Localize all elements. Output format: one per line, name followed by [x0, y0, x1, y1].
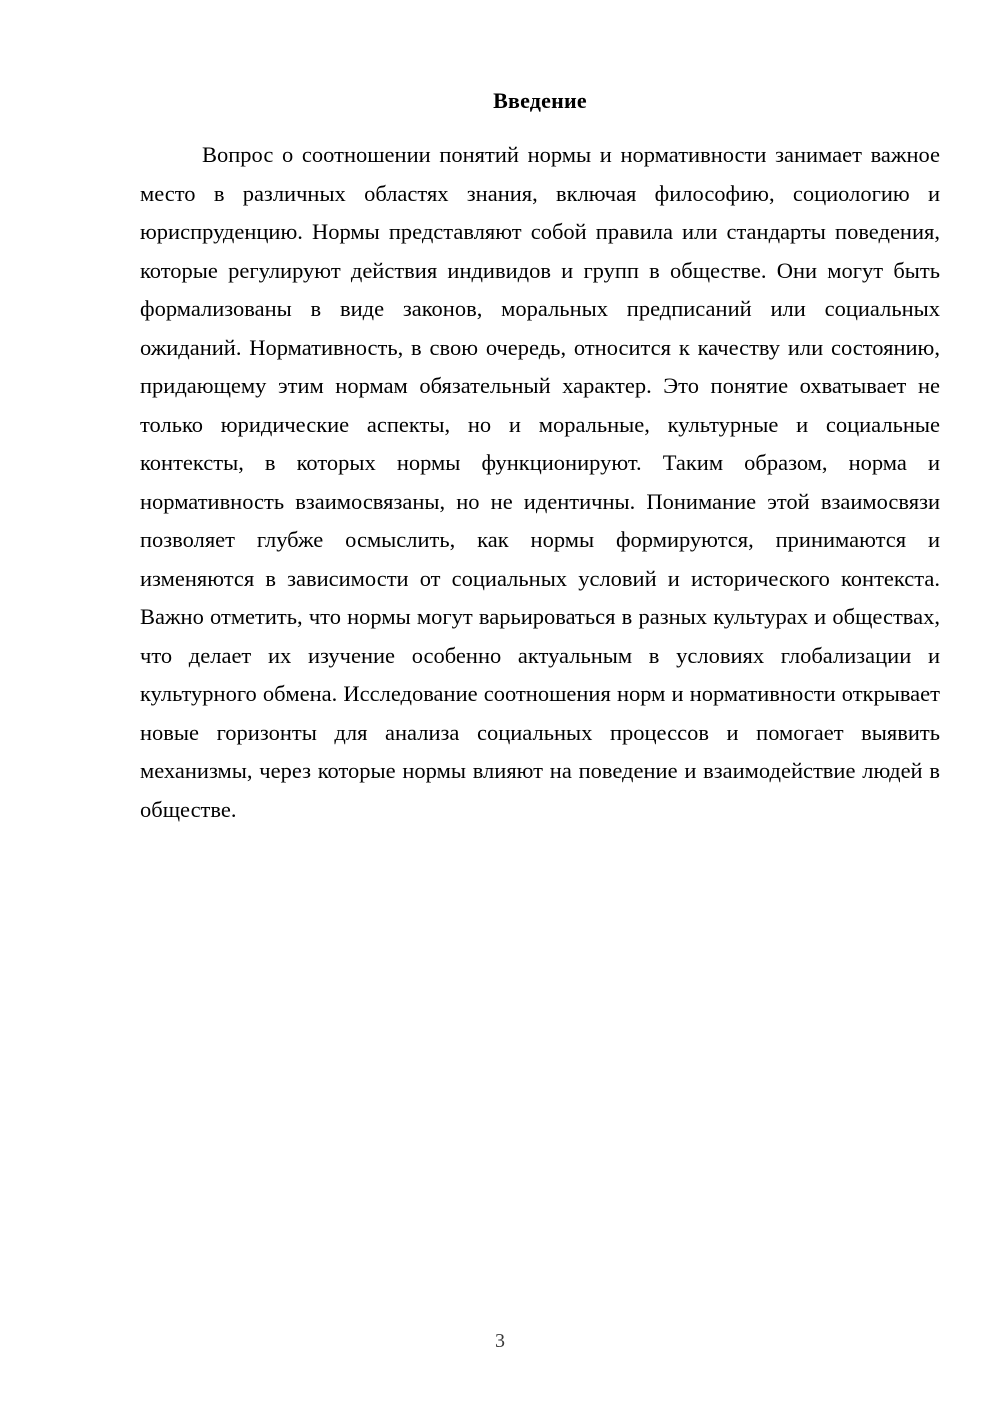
- page-title: Введение: [493, 88, 587, 113]
- document-body: [140, 88, 940, 829]
- introduction-paragraph: Вопрос о соотношении понятий нормы и нормативности занимает важное место в различных областях знания, включая философию, социологию и юриспруденцию. Нормы представляют собой правила или стандарты поведения, которые регулируют действия индивидов и групп в обществе. Они могут быть формализованы в виде законов, моральных предписаний или социальных ожиданий. Нормативность, в свою очередь, относится к качеству или состоянию, придающему этим нормам обязательный характер. Это понятие охватывает не только юридические аспекты, но и моральные, культурные и социальные контексты, в которых нормы функционируют. Таким образом, норма и нормативность взаимосвязаны, но не идентичны. Понимание этой взаимосвязи позволяет глубже осмыслить, как нормы формируются, принимаются и изменяются в зависимости от социальных условий и исторического контекста. Важно отметить, что нормы могут варьироваться в разных культурах и обществах, что делает их изучение особенно актуальным в условиях глобализации и культурного обмена. Исследование соотношения норм и нормативности открывает новые горизонты для анализа социальных процессов и помогает выявить механизмы, через которые нормы влияют на поведение и взаимодействие людей в обществе.: [140, 142, 940, 822]
- page-number: 3: [495, 1330, 505, 1352]
